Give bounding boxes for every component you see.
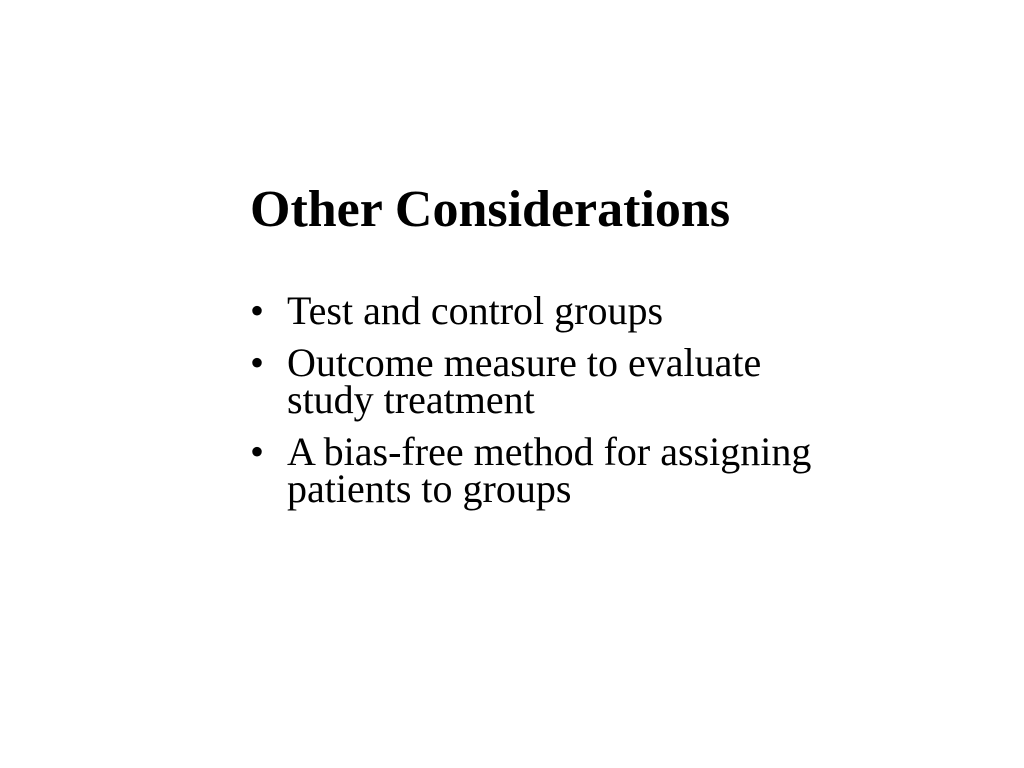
bullet-item — [250, 429, 950, 511]
bullet-list — [250, 288, 950, 522]
bullet-icon: • — [250, 288, 265, 333]
bullet-text: A bias-free method for assigning patients to groups — [287, 429, 812, 511]
bullet-item — [250, 288, 950, 333]
bullet-icon: • — [250, 429, 265, 474]
slide-title: Other Considerations — [250, 181, 731, 238]
bullet-icon: • — [250, 340, 265, 385]
bullet-text: Outcome measure to evaluate study treatment — [287, 340, 762, 422]
bullet-text: Test and control groups — [287, 288, 664, 333]
bullet-item — [250, 340, 950, 422]
